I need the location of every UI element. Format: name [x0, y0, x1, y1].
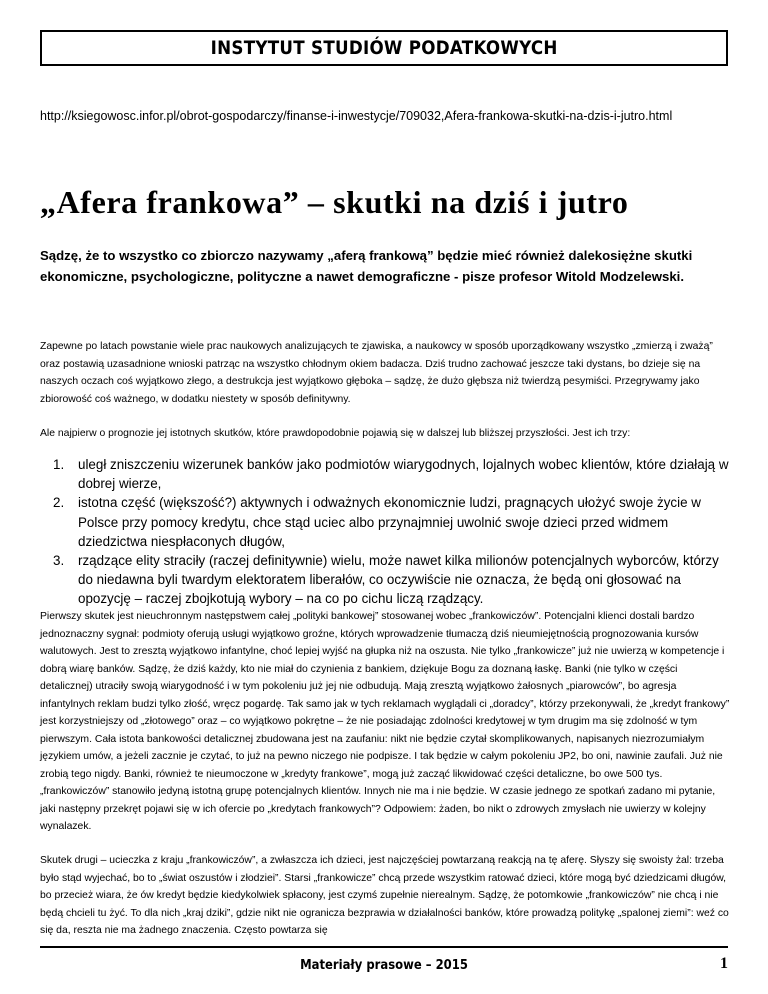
- list-item: [40, 455, 730, 493]
- institute-title: INSTYTUT STUDIÓW PODATKOWYCH: [210, 37, 558, 59]
- list-item-number: 3.: [53, 553, 65, 569]
- page-number: 1: [720, 955, 728, 972]
- list-item: [40, 551, 730, 609]
- list-item-text: rządzące elity straciły (raczej definitywnie) wielu, może nawet kilka milionów potencjalnych wyborców, którzy do niedawna byli twardym elektoratem liberałów, co oczywiście nie oznacza, że będą oni głosować na opozycję – raczej zbojkotują wybory – na co po cichu liczą rządzący.: [78, 553, 719, 607]
- effects-list: [40, 455, 730, 609]
- paragraph-first-effect: Pierwszy skutek jest nieuchronnym następstwem całej „polityki bankowej” stosowanej wobec „frankowiczów”. Potencjalni klienci dostali bardzo jednoznaczny sygnał: podmioty oferują usługi wyjątkowo groźne, których wprowadzenie tłumaczą dziś nieumiejętnością prognozowania kursów walutowych. Jest to zresztą wyjątkowo infantylne, choć lepiej wyjść na głupka niż na oszusta. Nie tylko „frankowicze” już nie uwierzą w kompetencje i dobrą wiarę banków. Sądzę, że dziś każdy, kto nie miał do czynienia z bankiem, dziękuje Bogu za doznaną łaskę. Banki (nie tylko w części detalicznej) utraciły swoją wiarygodność i w tym pokoleniu już jej nie odbudują. Mają zresztą wyjątkowo żałosnych „piarowców”, bo agresja infantylnych reklam budzi tylko złość, wręcz pogardę. Tak samo jak w tych reklamach wyglądali ci „doradcy”, którzy przekonywali, że „kredyt frankowy” jest korzystniejszy od „złotowego” oraz – co wyjątkowo pokrętne – że nie posiadając zdolności kredytowej w tym drugim ma się zdolność w tym pierwszym. Cała istota bankowości detalicznej zbudowana jest na zaufaniu: nikt nie będzie czytał skomplikowanych, napisanych niezrozumiałym językiem umów, a jeżeli zacznie je czytać, to już na pewno niczego nie podpisze. I tak będzie w całym pokoleniu JP2, bo oni, nawinie zaufali. Już nie zrobią tego nigdy. Banki, również te nieumoczone w „kredyty frankowe”, mogą już zacząć likwidować części detaliczne, bo owe 500 tys. „frankowiczów” stanowiło jedyną istotną grupę potencjalnych klientów. Innych nie ma i nie będzie. W czasie jednego ze spotkań zadano mi pytanie, jaki następny przekręt pojawi się w ich ofercie po „kredytach frankowych”? Odpowiem: żaden, bo nikt o zdrowych zmysłach nie uwierzy w kolejny wynalazek.: [40, 611, 730, 832]
- list-item-number: 1.: [53, 457, 65, 472]
- source-url[interactable]: http://ksiegowosc.infor.pl/obrot-gospodarczy/finanse-i-inwestycje/709032,Afera-frankowa-skutki-na-dzis-i-jutro.html: [40, 109, 673, 123]
- list-item-number: 2.: [53, 495, 65, 511]
- paragraph-second-effect: Skutek drugi – ucieczka z kraju „frankowiczów”, a zwłaszcza ich dzieci, jest najczęściej powtarzaną reakcją na tę aferę. Słyszy się swoisty żal: trzeba było stąd wyjechać, bo to „świat oszustów i złodziei”. Starsi „frankowicze” chcą przede wszystkim ratować dzieci, które mogą być dziedzicami długów, bo przecież wiara, że ów kredyt będzie kiedykolwiek spłacony, jest czymś zupełnie nierealnym. Sądzę, że potomkowie „frankowiczów” nie chcą i nie będą chcieli tu żyć. To dla nich „kraj dziki”, gdzie nikt nie ogranicza bezprawia w działalności banków, które prowadzą politykę „spalonej ziemi”: weź co się da, reszta nie ma żadnego znaczenia. Często powtarza się: [40, 855, 729, 936]
- list-item-text: uległ zniszczeniu wizerunek banków jako podmiotów wiarygodnych, lojalnych wobec klientów, które działają w dobrej wierze,: [78, 457, 729, 492]
- paragraph-intro: Zapewne po latach powstanie wiele prac naukowych analizujących te zjawiska, a naukowcy w sposób uporządkowany wszystko „zmierzą i zważą” oraz postawią uzasadnione wnioski patrząc na wszystko chłodnym okiem badacza. Dziś trudno zachować jeszcze taki dystans, bo dzieje się na naszych oczach coś wyjątkowo złego, a destrukcja jest wyjątkowo głęboka – sądzę, że dużo głębsza niż twierdzą pesymiści. Przegrywamy jako zbiorowość coś ważnego, w dodatku niestety w sposób definitywny.: [40, 341, 713, 405]
- paragraph-prognosis: Ale najpierw o prognozie jej istotnych skutków, które prawdopodobnie pojawią się w dalszej lub bliższej przyszłości. Jest ich trzy:: [40, 428, 631, 439]
- footer-label: Materiały prasowe – 2015: [300, 957, 468, 973]
- article-lead: Sądzę, że to wszystko co zbiorczo nazywamy „aferą frankową” będzie mieć również dalekosiężne skutki ekonomiczne, psychologiczne, polityczne a nawet demograficzne - pisze profesor Witold Modzelewski.: [40, 248, 693, 284]
- footer-divider: [40, 946, 728, 948]
- list-item-text: istotna część (większość?) aktywnych i odważnych ekonomicznie ludzi, pragnących ułożyć swoje życie w Polsce przy pomocy kredytu, chce stąd uciec albo przynajmniej uwolnić swoje dzieci przed widmem dziedzictwa niespłaconych długów,: [78, 495, 701, 549]
- list-item: [40, 493, 730, 551]
- article-title: „Afera frankowa” – skutki na dziś i jutro: [40, 184, 629, 220]
- header-box: [40, 30, 728, 66]
